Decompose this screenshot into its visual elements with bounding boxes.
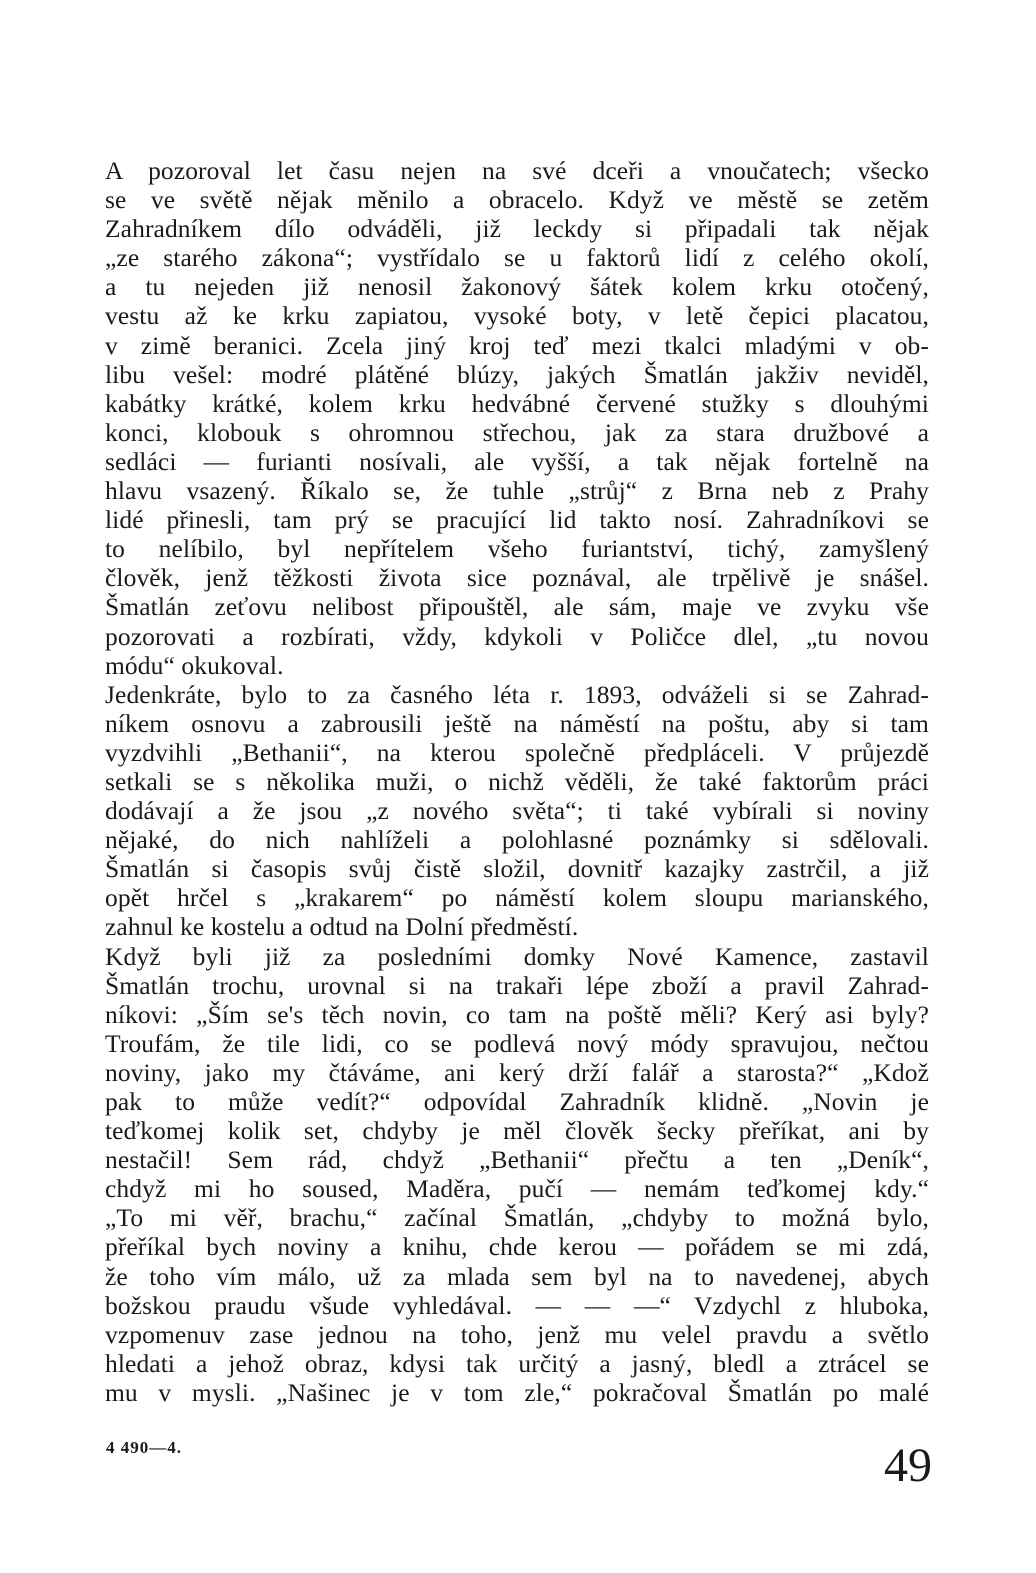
body-text — [105, 156, 929, 1407]
text-line: módu“ okukoval. — [105, 650, 284, 680]
text-line: přeříkal bych noviny a knihu, chde kerou — pořádem se mi zdá, — [105, 1232, 929, 1262]
text-line: libu vešel: modré plátěné blúzy, jakých Šmatlán jakživ neviděl, — [105, 359, 929, 389]
text-line: teďkomej kolik set, chdyby je měl člověk šecky přeříkat, ani by — [105, 1116, 929, 1146]
text-line: Šmatlán zeťovu nelibost připouštěl, ale sám, maje ve zvyku vše — [105, 592, 929, 622]
text-line: níkem osnovu a zabrousili ještě na náměstí na poštu, aby si tam — [105, 708, 929, 738]
text-line: se ve světě nějak měnilo a obracelo. Když ve městě se zetěm — [105, 185, 929, 215]
text-line: konci, klobouk s ohromnou střechou, jak za stara družbové a — [105, 417, 929, 447]
text-line: Šmatlán si časopis svůj čistě složil, dovnitř kazajky zastrčil, a již — [105, 854, 929, 884]
text-line: Když byli již za posledními domky Nové Kamence, zastavil — [105, 941, 929, 971]
text-line: Troufám, že tile lidi, co se podlevá nový módy spravujou, nečtou — [105, 1028, 929, 1058]
text-line: „ze starého zákona“; vystřídalo se u faktorů lidí z celého okolí, — [105, 243, 929, 273]
text-line: v zimě beranici. Zcela jiný kroj teď mezi tkalci mladými v ob- — [105, 330, 929, 360]
text-line: nestačil! Sem rád, chdyž „Bethanii“ přečtu a ten „Deník“, — [105, 1145, 929, 1175]
text-line: Zahradníkem dílo odváděli, již leckdy si připadali tak nějak — [105, 214, 929, 244]
text-line: sedláci — furianti nosívali, ale vyšší, a tak nějak fortelně na — [105, 446, 929, 476]
text-line: božskou praudu všude vyhledával. — — —“ Vzdychl z hluboka, — [105, 1290, 929, 1320]
text-line: a tu nejeden již nenosil žakonový šátek kolem krku otočený, — [105, 272, 929, 302]
text-line: níkovi: „Ším se's těch novin, co tam na poště měli? Kerý asi byly? — [105, 999, 929, 1029]
text-line: nějaké, do nich nahlíželi a polohlasné poznámky si sdělovali. — [105, 825, 929, 855]
text-line: hledati a jehož obraz, kdysi tak určitý a jasný, bledl a ztrácel se — [105, 1348, 929, 1378]
text-line: Šmatlán trochu, urovnal si na trakaři lépe zboží a pravil Zahrad- — [105, 970, 929, 1000]
printer-signature-mark: 4 490—4. — [106, 1438, 182, 1457]
text-line: „To mi věř, brachu,“ začínal Šmatlán, „chdyby to možná bylo, — [105, 1203, 929, 1233]
page-number: 49 — [884, 1439, 932, 1492]
text-line: setkali se s několika muži, o nichž věděli, že také faktorům práci — [105, 766, 929, 796]
text-line: lidé přinesli, tam prý se pracující lid takto nosí. Zahradníkovi se — [105, 505, 929, 535]
text-line: to nelíbilo, byl nepřítelem všeho furiantství, tichý, zamyšlený — [105, 534, 929, 564]
text-line: mu v mysli. „Našinec je v tom zle,“ pokračoval Šmatlán po malé — [105, 1377, 929, 1407]
text-line: člověk, jenž těžkosti života sice poznával, ale trpělivě je snášel. — [105, 563, 929, 593]
text-line: pozorovati a rozbírati, vždy, kdykoli v Poličce dlel, „tu novou — [105, 621, 929, 651]
text-line: vestu až ke krku zapiatou, vysoké boty, v letě čepici placatou, — [105, 301, 929, 331]
text-line: opět hrčel s „krakarem“ po náměstí kolem sloupu marianského, — [105, 883, 929, 913]
text-line: noviny, jako my čtáváme, ani kerý drží falář a starosta?“ „Kdož — [105, 1057, 929, 1087]
text-line: kabátky krátké, kolem krku hedvábné červené stužky s dlouhými — [105, 388, 929, 418]
text-line: chdyž mi ho soused, Maděra, pučí — nemám teďkomej kdy.“ — [105, 1174, 929, 1204]
text-line: zahnul ke kostelu a odtud na Dolní předměstí. — [105, 912, 579, 942]
text-line: hlavu vsazený. Říkalo se, že tuhle „strůj“ z Brna neb z Prahy — [105, 476, 929, 506]
text-line: A pozoroval let času nejen na své dceři a vnoučatech; všecko — [105, 156, 929, 185]
text-line: dodávají a že jsou „z nového světa“; ti také vybírali si noviny — [105, 796, 929, 826]
text-line: vzpomenuv zase jednou na toho, jenž mu velel pravdu a světlo — [105, 1319, 929, 1349]
text-line: pak to může vedít?“ odpovídal Zahradník klidně. „Novin je — [105, 1087, 929, 1116]
text-line: Jedenkráte, bylo to za časného léta r. 1893, odváželi si se Zahrad- — [105, 679, 929, 709]
text-line: vyzdvihli „Bethanii“, na kterou společně předpláceli. V průjezdě — [105, 737, 929, 767]
text-line: že toho vím málo, už za mlada sem byl na to navedenej, abych — [105, 1261, 929, 1291]
